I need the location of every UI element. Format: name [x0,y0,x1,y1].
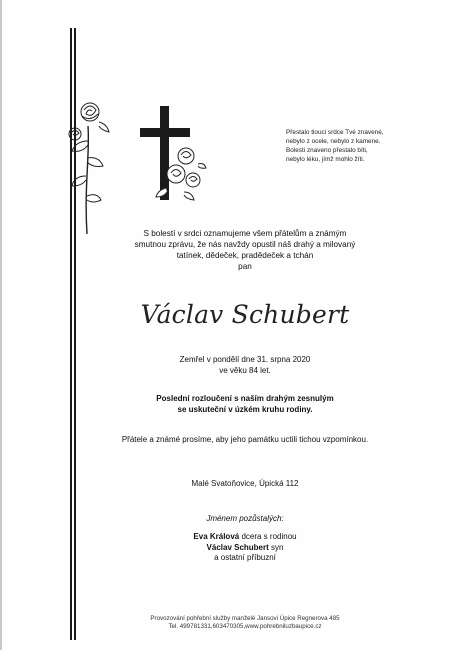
cross-with-roses-icon [138,104,208,204]
rose-icon [60,96,112,236]
deceased-name: Václav Schubert [140,300,350,329]
death-age: ve věku 84 let. [219,365,271,375]
death-date: Zemřel v pondělí dne 31. srpna 2020 [179,355,311,364]
address [100,479,390,490]
announcement-text [100,228,390,272]
farewell-line: Poslední rozloučení s naším drahým zesnulým [156,394,334,403]
family-member [100,543,390,554]
funeral-service-footer [100,615,390,631]
poem-line: nebylo léku, jímž mohlo žíti. [286,156,365,163]
footer-line: Tel. 499781331,603470305,www.pohrebniluzbaupice.cz [168,623,322,630]
family-member-relation: syn [268,542,284,552]
family-member-relation: dcera s rodinou [239,532,297,541]
poem-line: Bolesti znaveno přestalo bíti, [286,147,368,154]
farewell-info [100,394,390,415]
behalf-text: Jménem pozůstalých: [206,514,284,523]
poem [286,128,436,164]
address-text: Malé Svatoňovice, Úpická 112 [191,479,299,488]
announcement-line: smutnou zprávu, že nás navždy opustil náš drahý a milovaný [134,240,356,249]
on-behalf-heading [100,514,390,525]
poem-line: nebylo z ocele, nebylo z kamene. [286,138,381,145]
family-others: a ostatní příbuzní [214,553,276,562]
family-member-name: Václav Schubert [206,542,269,552]
scan-edge [0,0,2,650]
death-info [100,355,390,376]
footer-line: Provozování pohřební služby manželé Jansovi Úpice Regnerova 485 [150,615,340,622]
family-member [100,532,390,543]
announcement-line: S bolestí v srdci oznamujeme všem přátelům a známým [143,229,347,238]
family-list [100,532,390,564]
family-member-name: Eva Králová [193,532,240,541]
announcement-line: pan [238,262,252,271]
poem-line: Přestalo tlouci srdce Tvé znavené, [286,129,384,136]
memorial-request [100,435,390,446]
farewell-line: se uskuteční v úzkém kruhu rodiny. [177,404,313,414]
request-text: Přátele a známé prosíme, aby jeho památku uctili tichou vzpomínkou. [121,435,369,444]
announcement-line: tatínek, dědeček, pradědeček a tchán [176,251,314,260]
